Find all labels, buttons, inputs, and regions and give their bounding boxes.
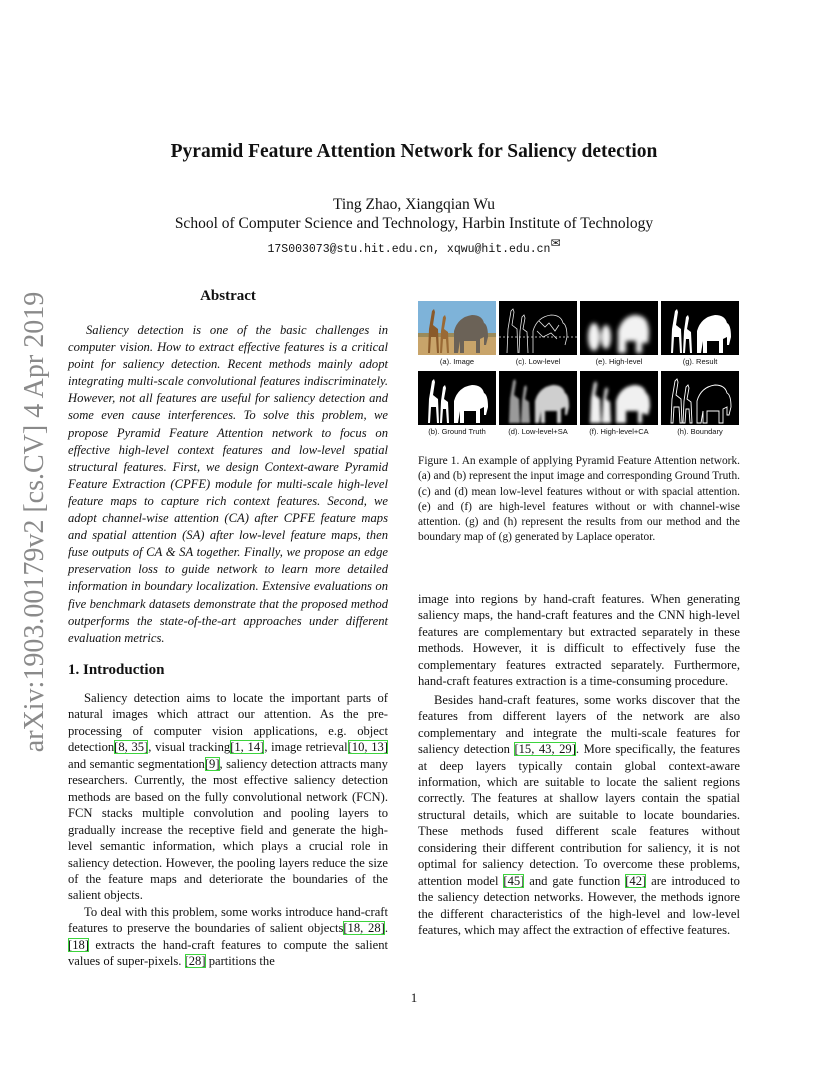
panel-boundary [661, 371, 739, 425]
panel-label: (g). Result [682, 357, 718, 366]
panel-label: (f). High-level+CA [589, 427, 649, 436]
citation-link[interactable]: [42] [625, 873, 647, 888]
text-run: , visual tracking [148, 740, 231, 755]
paper-affiliation: School of Computer Science and Technology, Harbin Institute of Technology [174, 215, 654, 232]
abstract-body [68, 322, 388, 647]
figure-1-caption: Figure 1. An example of applying Pyramid Feature Attention network.(a) and (b) represent the input image and corresponding Ground Truth. (c) and (d) mean low-level features without or with spacial attention. (e) and (f) are high-level features without or with channel-wise attention. (g) and (h) represent the results from our method and the boundary map of (g) generated by Laplace operator. [418, 455, 740, 544]
abstract-text: Saliency detection is one of the basic challenges in computer vision. How to extract effective features is a critical point for saliency detection. Recent methods mainly adopt integrating multi-scale convolutional features indiscriminately. However, not all features are useful for saliency detection and some even cause interferences. To solve this problem, we propose Pyramid Feature Attention network to focus on effective high-level context features and low-level spatial structural features. First, we design Context-aware Pyramid Feature Extraction (CPFE) module for multi-scale high-level feature maps to capture rich context features. Second, we adopt channel-wise attention (CA) after CPFE feature maps and spatial attention (SA) after low-level feature maps, then fuse outputs of CA & SA together. Finally, we propose an edge preservation loss to guide network to learn more detailed information in boundary localization. Extensive evaluations on five benchmark datasets demonstrate that the proposed method outperforms the state-of-the-art approaches under different evaluation metrics. [68, 323, 388, 645]
panel-label: (c). Low-level [515, 357, 561, 366]
text-run: , saliency detection attracts many researchers. Currently, the most effective saliency detection methods are based on the fully convolutional network (FCN). FCN stacks multiple convolution and pooling layers to gradually increase the receptive field and generate the high-level semantic information, which plays a crucial role in saliency detection. However, the pooling layers reduce the size of the feature maps and deteriorate the boundaries of the salient objects. [68, 756, 388, 903]
citation-link[interactable]: [9] [204, 756, 220, 771]
text-run: . [384, 921, 388, 936]
panel-result [661, 301, 739, 355]
citation-link[interactable]: [10, 13] [347, 740, 388, 755]
intro-paragraph-2 [68, 904, 388, 970]
envelope-icon: ✉ [550, 236, 561, 250]
citation-link[interactable]: [45] [503, 873, 525, 888]
intro-paragraph-4 [418, 692, 740, 939]
panel-label: (d). Low-level+SA [508, 427, 568, 436]
panel-label: (a). Image [439, 357, 475, 366]
text-run: , image retrieval [264, 740, 348, 755]
text-run: . More specifically, the features at deep layers typically contain global context-aware information, which are suitable to locate the salient regions correctly. The features at shallow layers contain the spatial structural details, which are suitable to locate boundaries. These methods fused different scale features without considering their different contribution for saliency, it is not optimal for saliency detection. To overcome these problems, attention model [418, 742, 740, 888]
intro-paragraph-1 [68, 690, 388, 904]
text-run: and gate function [524, 873, 626, 888]
page-number: 1 [410, 990, 418, 1005]
text-run: extracts the hand-craft features to compute the salient values of super-pixels. [68, 937, 388, 969]
panel-label: (h). Boundary [677, 427, 723, 436]
panel-high-level-ca [580, 371, 658, 425]
citation-link[interactable]: [8, 35] [114, 740, 149, 755]
citation-link[interactable]: [1, 14] [230, 740, 265, 755]
text-run: Besides hand-craft features, some works discover that the features from different layers of the network are also complementary and integrate the multi-scale features for saliency detection [418, 692, 740, 757]
intro-left-column [68, 690, 388, 970]
panel-high-level [580, 301, 658, 355]
citation-link[interactable]: [18, 28] [343, 921, 385, 936]
text-run: Saliency detection aims to locate the important parts of natural images which attract our attention. As the pre-processing of computer vision applications, e.g. object detection [68, 691, 388, 755]
figure-1 [418, 300, 740, 442]
text-run: are introduced to the saliency detection networks. However, the methods ignore the different characteristics of the high-level and low-level features, which may affect the extraction of effective features. [418, 873, 740, 938]
paper-emails [0, 236, 828, 256]
panel-low-level [499, 301, 577, 355]
citation-link[interactable]: [15, 43, 29] [514, 742, 576, 757]
abstract-heading: Abstract [200, 288, 256, 304]
panel-low-level-sa [499, 371, 577, 425]
intro-right-column [418, 591, 740, 939]
panel-ground-truth [418, 371, 496, 425]
paper-authors: Ting Zhao, Xiangqian Wu [332, 196, 496, 213]
panel-label: (b). Ground Truth [428, 427, 486, 436]
section-heading-introduction: 1. Introduction [68, 662, 165, 678]
paper-title: Pyramid Feature Attention Network for Saliency detection [170, 141, 658, 162]
citation-link[interactable]: [28] [184, 954, 206, 969]
citation-link[interactable]: [18] [68, 937, 89, 952]
panel-label: (e). High-level [595, 357, 643, 366]
text-run: To deal with this problem, some works introduce hand-craft features to preserve the boundaries of salient objects [68, 904, 388, 936]
email-addresses: 17S003073@stu.hit.edu.cn, xqwu@hit.edu.cn [267, 242, 551, 256]
panel-image [418, 301, 496, 355]
text-run: and semantic segmentation [68, 756, 205, 771]
text-run: partitions the [205, 954, 275, 969]
intro-paragraph-3: image into regions by hand-craft features. When generating saliency maps, the hand-craft features and the CNN high-level features are complementary but extracted separately in these methods. However, it is difficult to effectively fuse the complementary features extracted separately. Furthermore, hand-craft features extraction is a time-consuming procedure. [418, 592, 740, 689]
arxiv-stamp: arXiv:1903.00179v2 [cs.CV] 4 Apr 2019 [19, 291, 50, 753]
